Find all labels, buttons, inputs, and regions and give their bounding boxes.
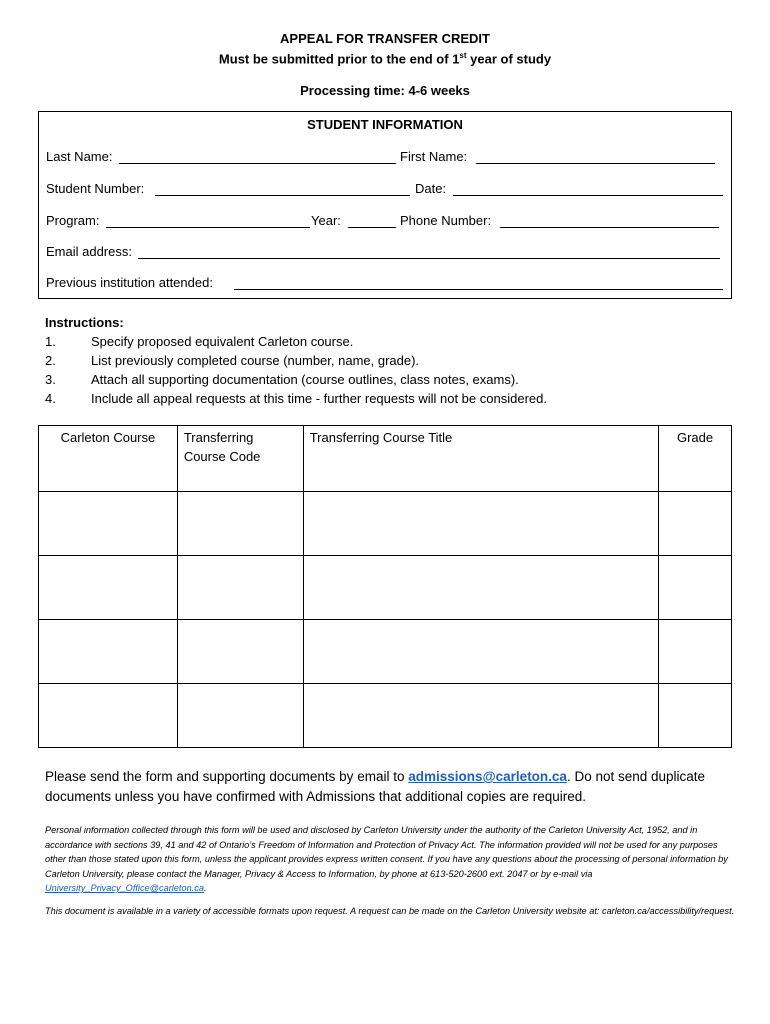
course-title-cell[interactable] [303,492,658,556]
date-field[interactable] [453,195,723,196]
date-label: Date: [415,181,447,196]
subtitle-sup: st [459,51,467,60]
grade-cell[interactable] [659,684,732,748]
accessibility-notice: This document is available in a variety of accessible formats upon request. A request can be made on the Carleton University website at: carleton.ca/accessibility/request. [45,906,735,916]
instruction-number: 1. [45,334,56,349]
student-information-box [38,111,732,299]
grade-header: Grade [659,426,732,492]
student-information-title: STUDENT INFORMATION [307,117,463,132]
privacy-end: . [203,883,207,893]
send-instructions-line2: documents unless you have confirmed with Admissions that additional copies are required. [45,789,587,804]
instruction-number: 4. [45,391,56,406]
course-code-cell[interactable] [177,556,303,620]
instruction-number: 2. [45,353,56,368]
carleton-course-cell[interactable] [39,556,178,620]
admissions-email-link[interactable]: admissions@carleton.ca [408,769,567,784]
subtitle-pre: Must be submitted prior to the end of 1 [218,51,460,67]
table-header-row [39,426,732,492]
carleton-course-cell[interactable] [39,492,178,556]
course-code-cell[interactable] [177,684,303,748]
privacy-office-email-link[interactable]: University_Privacy_Office@carleton.ca [45,883,204,893]
previous-institution-label: Previous institution attended: [46,275,213,290]
last-name-field[interactable] [119,163,396,164]
course-title-cell[interactable] [303,684,658,748]
email-address-label: Email address: [46,244,132,259]
previous-institution-field[interactable] [234,289,723,290]
form-subtitle [0,51,770,66]
transferring-course-code-header [177,426,303,492]
processing-time: Processing time: 4-6 weeks [300,83,470,98]
send-instructions-line1 [45,769,705,784]
table-row [39,556,732,620]
grade-cell[interactable] [659,492,732,556]
transfer-courses-table [38,425,732,748]
send-text-post: . Do not send duplicate [566,769,706,784]
send-text-pre: Please send the form and supporting documents by email to [45,769,409,784]
instruction-text: List previously completed course (number, name, grade). [91,353,420,368]
carleton-course-cell[interactable] [39,620,178,684]
phone-number-label: Phone Number: [400,213,492,228]
course-code-cell[interactable] [177,492,303,556]
carleton-course-header: Carleton Course [39,426,178,492]
year-label: Year: [311,213,341,228]
subtitle-post: year of study [466,51,552,67]
instruction-text: Include all appeal requests at this time - further requests will not be considered. [91,391,547,406]
program-field[interactable] [106,227,310,228]
grade-cell[interactable] [659,620,732,684]
instruction-number: 3. [45,372,56,387]
year-field[interactable] [348,227,396,228]
privacy-notice [45,823,735,896]
course-code-cell[interactable] [177,620,303,684]
transferring-course-title-header: Transferring Course Title [303,426,658,492]
grade-cell[interactable] [659,556,732,620]
program-label: Program: [46,213,100,228]
carleton-course-cell[interactable] [39,684,178,748]
instruction-text: Attach all supporting documentation (course outlines, class notes, exams). [91,372,519,387]
table-row [39,492,732,556]
student-number-field[interactable] [155,195,410,196]
table-row [39,620,732,684]
course-code-header-line1: Transferring [183,430,254,445]
course-title-cell[interactable] [303,620,658,684]
instructions-heading: Instructions: [45,315,124,330]
email-address-field[interactable] [138,258,720,259]
course-title-cell[interactable] [303,556,658,620]
phone-number-field[interactable] [500,227,719,228]
student-number-label: Student Number: [46,181,145,196]
form-title: APPEAL FOR TRANSFER CREDIT [280,31,490,46]
first-name-field[interactable] [476,163,715,164]
privacy-text: Personal information collected through this form will be used and disclosed by Carleton University under the authority of the Carleton University Act, 1952, and in accordance with sections 39, 41 and 42 of Ontario’s Freedom of Information and Protection of Privacy Act. The information provided will not be used for any purposes other than those stated upon this form, unless the applicant provides express written consent. If you have any questions about the processing of personal information by Carleton University, please contact the Manager, Privacy & Access to Information, by phone at 613-520-2600 ext. 2047 or by e-mail via [45,825,728,879]
first-name-label: First Name: [400,149,468,164]
table-row [39,684,732,748]
instruction-text: Specify proposed equivalent Carleton course. [91,334,354,349]
course-code-header-line2: Course Code [183,449,261,464]
last-name-label: Last Name: [46,149,113,164]
